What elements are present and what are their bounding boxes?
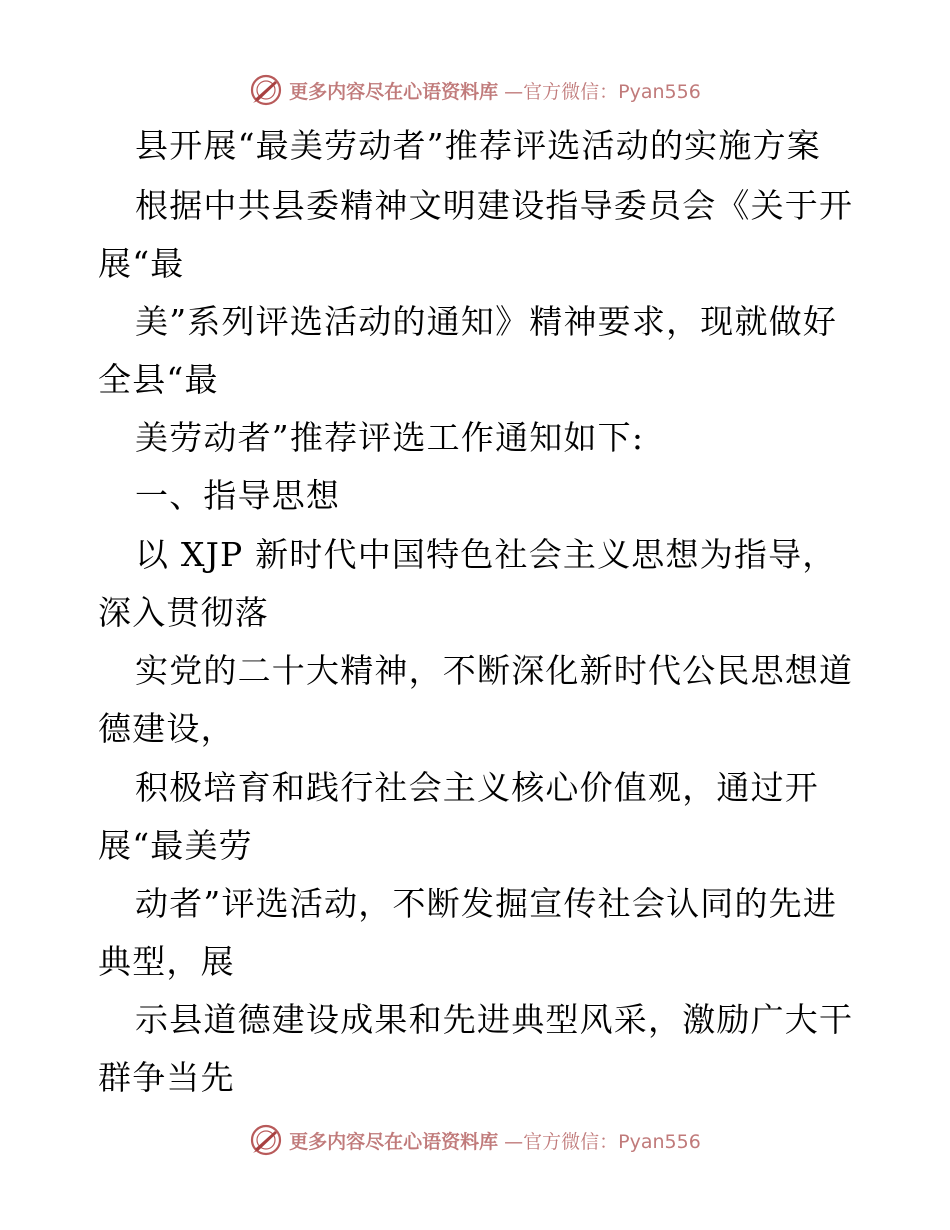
document-line: 动者”评选活动，不断发掘宣传社会认同的先进 — [135, 884, 838, 923]
document-line: 深入贯彻落 — [98, 593, 269, 632]
watermark-banner-top — [0, 70, 950, 110]
document-line: 根据中共县委精神文明建设指导委员会《关于开 — [135, 186, 854, 225]
section-heading: 一、指导思想 — [135, 476, 341, 515]
brush-logo-icon — [249, 1123, 283, 1157]
document-line: 示县道德建设成果和先进典型风采，激励广大干 — [135, 1000, 854, 1039]
document-line: 群争当先 — [98, 1058, 235, 1097]
watermark-main-text: 更多内容尽在心语资料库 — [289, 80, 499, 103]
document-line: 积极培育和践行社会主义核心价值观，通过开 — [135, 768, 819, 807]
document-line: 美劳动者”推荐评选工作通知如下: — [135, 418, 645, 457]
document-line: 以 XJP 新时代中国特色社会主义思想为指导， — [135, 535, 837, 574]
document-title: 县开展“最美劳动者”推荐评选活动的实施方案 — [135, 126, 821, 165]
watermark-sub-text: —官方微信：Pyan556 — [504, 1130, 701, 1153]
document-line: 全县“最 — [98, 360, 219, 399]
document-line: 德建设， — [98, 709, 235, 748]
watermark-sub-text: —官方微信：Pyan556 — [504, 80, 701, 103]
document-line: 典型，展 — [98, 942, 235, 981]
document-line: 展“最 — [98, 244, 185, 283]
document-line: 实党的二十大精神，不断深化新时代公民思想道 — [135, 651, 854, 690]
watermark-main-text: 更多内容尽在心语资料库 — [289, 1130, 499, 1153]
document-line: 美”系列评选活动的通知》精神要求，现就做好 — [135, 302, 838, 341]
document-line: 展“最美劳 — [98, 826, 253, 865]
watermark-banner-bottom — [0, 1120, 950, 1160]
brush-logo-icon — [249, 73, 283, 107]
